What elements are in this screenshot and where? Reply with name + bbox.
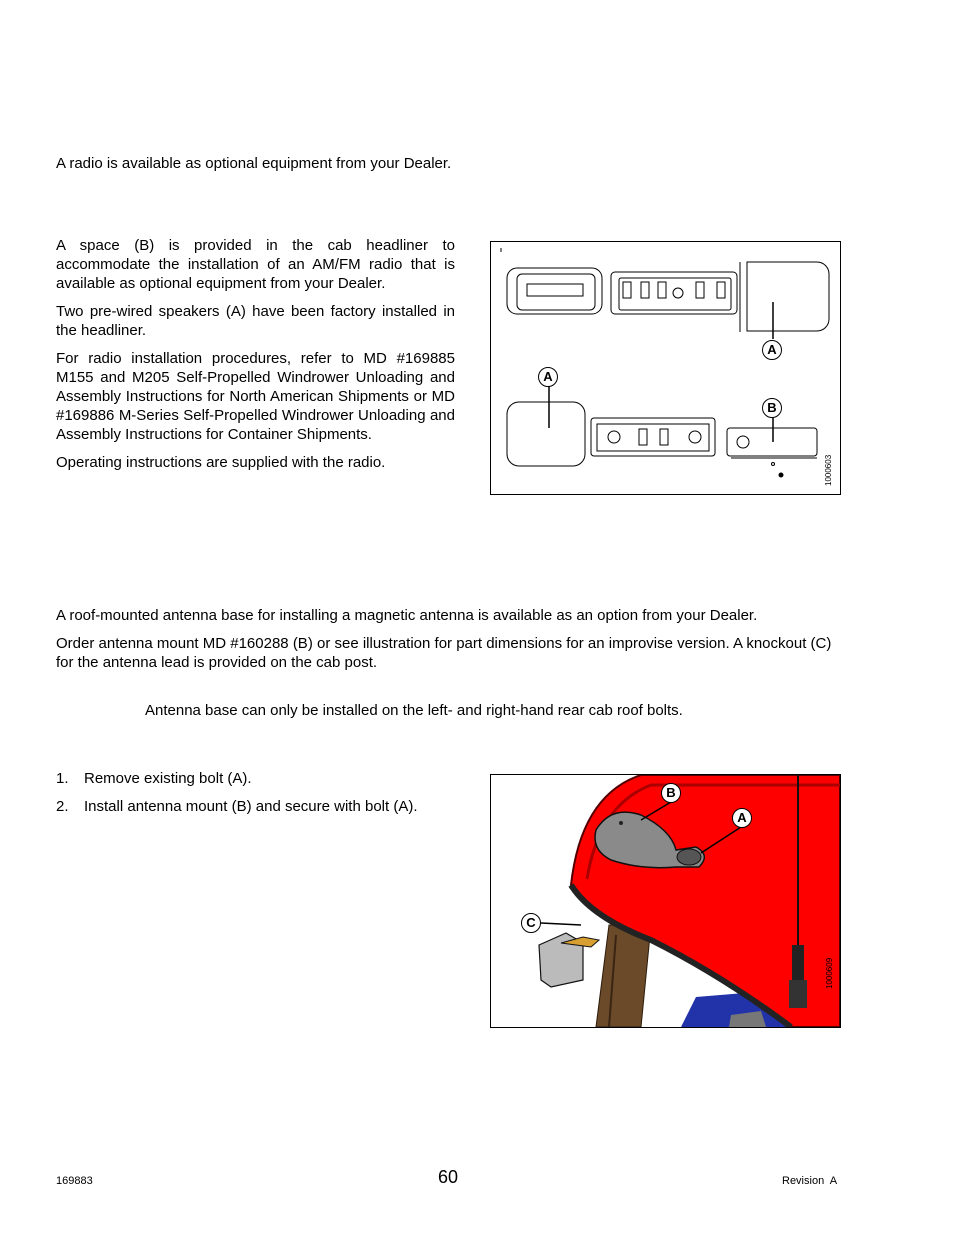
- radio-paragraph-space: A space (B) is provided in the cab headliner to accommodate the installation of an AM/FM radio that is available as optional equipment from your Dealer.: [56, 237, 455, 292]
- radio-paragraph-installation: For radio installation procedures, refer to MD #169885 M155 and M205 Self-Propelled Windrower Unloading and Assembly Instructions for North American Shipments or MD #169886 M-Series Self-Propelled Windrower Unloading and Assembly Instructions for Container Shipments.: [56, 350, 455, 443]
- callout-a: A: [732, 808, 752, 828]
- antenna-steps: [56, 769, 476, 825]
- figure-id: 1000603: [824, 454, 833, 486]
- step-item: 1. Remove existing bolt (A).: [56, 770, 252, 787]
- antenna-drawing: [491, 775, 840, 1027]
- antenna-paragraph-order: Order antenna mount MD #160288 (B) or see illustration for part dimensions for an improvise version. A knockout (C) for the antenna lead is provided on the cab post.: [56, 635, 832, 671]
- antenna-mount-figure: [490, 774, 841, 1028]
- page-number: 60: [438, 1167, 459, 1187]
- callout-a-top: A: [762, 340, 782, 360]
- figure-id: 1000609: [825, 957, 834, 989]
- footer-revision: Revision A: [782, 1175, 838, 1187]
- antenna-text: [56, 606, 846, 672]
- antenna-paragraph-option: A roof-mounted antenna base for installing a magnetic antenna is available as an option from your Dealer.: [56, 607, 758, 624]
- footer-doc-number: 169883: [56, 1175, 93, 1187]
- radio-paragraph-speakers: Two pre-wired speakers (A) have been factory installed in the headliner.: [56, 303, 455, 339]
- radio-paragraph-operating: Operating instructions are supplied with the radio.: [56, 454, 386, 471]
- callout-c: C: [521, 913, 541, 933]
- antenna-note: Antenna base can only be installed on the left- and right-hand rear cab roof bolts.: [145, 702, 683, 719]
- step-item: 2. Install antenna mount (B) and secure with bolt (A).: [56, 798, 418, 815]
- radio-text-column: [56, 236, 455, 472]
- radio-intro: A radio is available as optional equipment from your Dealer.: [56, 155, 452, 172]
- callout-b: B: [661, 783, 681, 803]
- callout-b: B: [762, 398, 782, 418]
- callout-a-bottom: A: [538, 367, 558, 387]
- radio-headliner-figure: [490, 241, 841, 495]
